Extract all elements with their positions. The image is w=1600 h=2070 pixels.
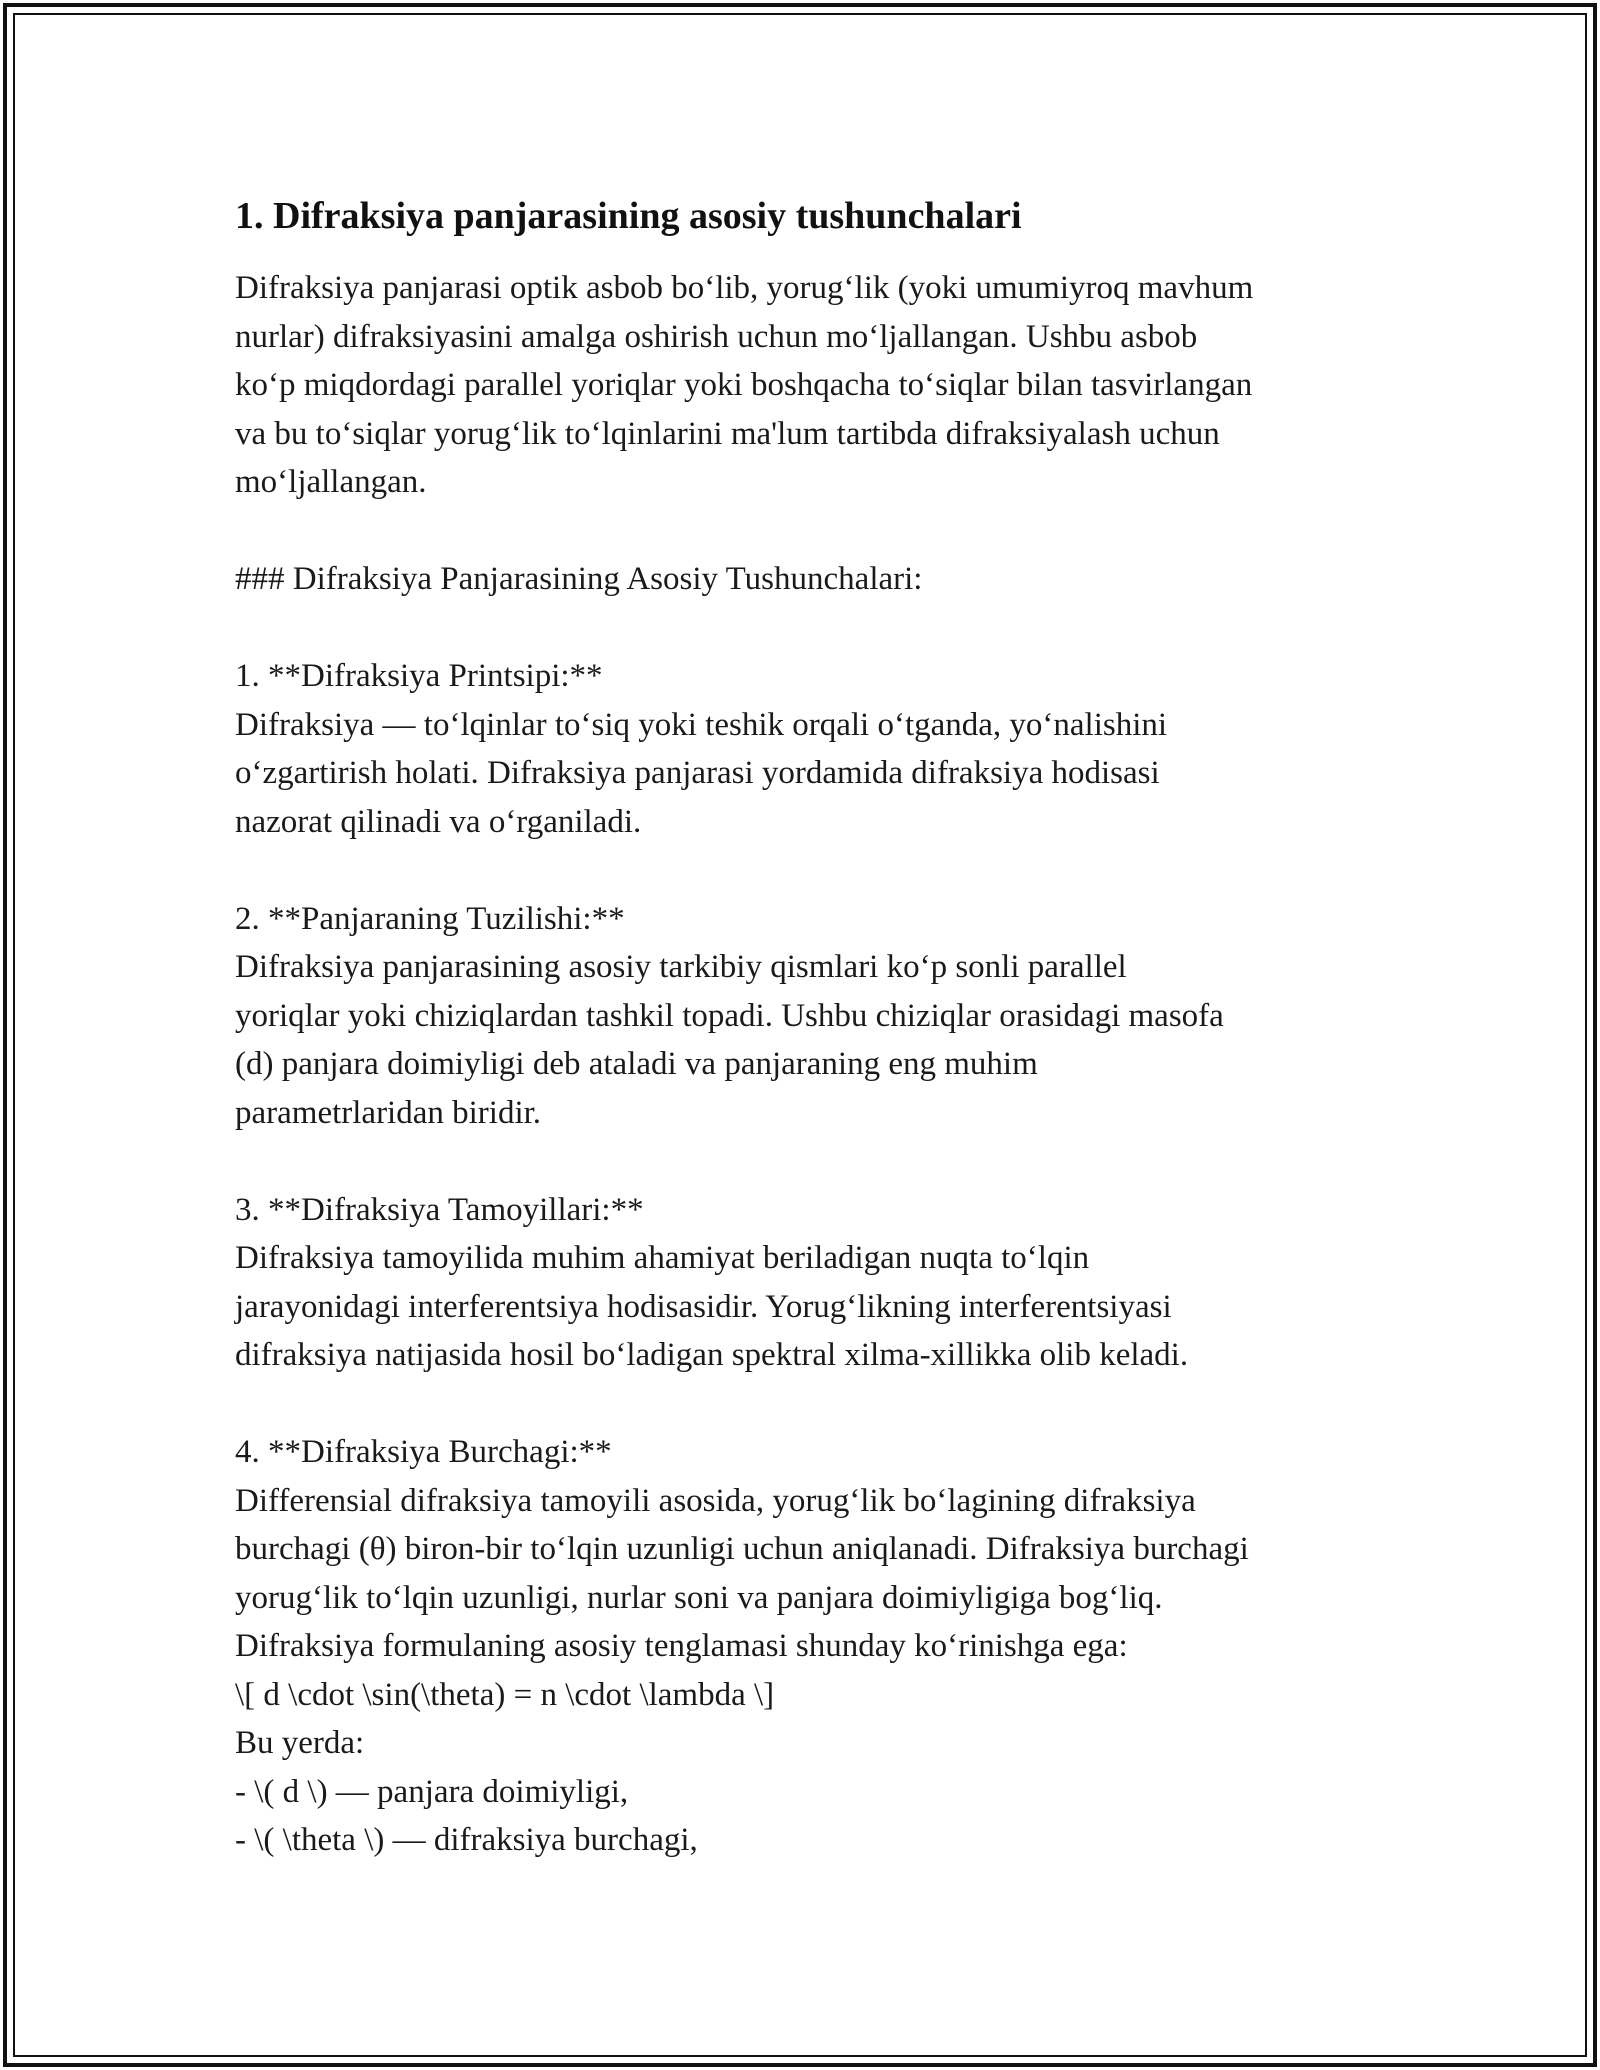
section-body: Differensial difraksiya tamoyili asosida, yorug‘lik bo‘lagining difraksiya burchagi (θ) biron-bir to‘lqin uzunligi uchun aniqlanadi. Difraksiya burchagi yorug‘lik to‘lqin uzunligi, nurlar soni va panjara doimiyligiga bog‘liq. Difraksiya formulaning asosiy tenglamasi shunday ko‘rinishga ega: \[ d \cdot \sin(\theta) = n \cdot \lambda \] Bu yerda: - \( d \) — panjara doimiyligi, - \( \theta \) — difraksiya burchagi,: [235, 1482, 1249, 1858]
section-3: [235, 1186, 1385, 1380]
spacer: [235, 1380, 1385, 1429]
document-page: [235, 188, 1385, 1865]
section-title: 1. **Difraksiya Printsipi:**: [235, 658, 603, 694]
section-title: 2. **Panjaraning Tuzilishi:**: [235, 900, 625, 937]
subheading: ### Difraksiya Panjarasining Asosiy Tushunchalari:: [235, 561, 923, 597]
section-body: Difraksiya panjarasining asosiy tarkibiy qismlari ko‘p sonli parallel yoriqlar yoki chiziqlardan tashkil topadi. Ushbu chiziqlar orasidagi masofa (d) panjara doimiyligi deb ataladi va panjaraning eng muhim parametrlaridan biridir.: [235, 949, 1224, 1131]
intro-paragraph: Difraksiya panjarasi optik asbob bo‘lib, yorug‘lik (yoki umumiyroq mavhum nurlar) difraksiyasini amalga oshirish uchun mo‘ljallangan. Ushbu asbob ko‘p miqdordagi parallel yoriqlar yoki boshqacha to‘siqlar bilan tasvirlangan va bu to‘siqlar yorug‘lik to‘lqinlarini ma'lum tartibda difraksiyalash uchun mo‘ljallangan.: [235, 270, 1254, 500]
spacer: [235, 846, 1385, 895]
spacer: [235, 604, 1385, 653]
spacer: [235, 1137, 1385, 1186]
spacer: [235, 507, 1385, 556]
section-body: Difraksiya — to‘lqinlar to‘siq yoki teshik orqali o‘tganda, yo‘nalishini o‘zgartirish holati. Difraksiya panjarasi yordamida difraksiya hodisasi nazorat qilinadi va o‘rganiladi.: [235, 706, 1168, 840]
section-1: [235, 652, 1385, 846]
section-body: Difraksiya tamoyilida muhim ahamiyat beriladigan nuqta to‘lqin jarayonidagi interferentsiya hodisasidir. Yorug‘likning interferentsiyasi difraksiya natijasida hosil bo‘ladigan spektral xilma-xillikka olib keladi.: [235, 1240, 1189, 1373]
section-title: 4. **Difraksiya Burchagi:**: [235, 1434, 612, 1470]
section-2: [235, 895, 1385, 1138]
section-title: 3. **Difraksiya Tamoyillari:**: [235, 1191, 644, 1228]
document-title: 1. Difraksiya panjarasining asosiy tushunchalari: [235, 195, 1022, 237]
section-4: [235, 1428, 1385, 1865]
